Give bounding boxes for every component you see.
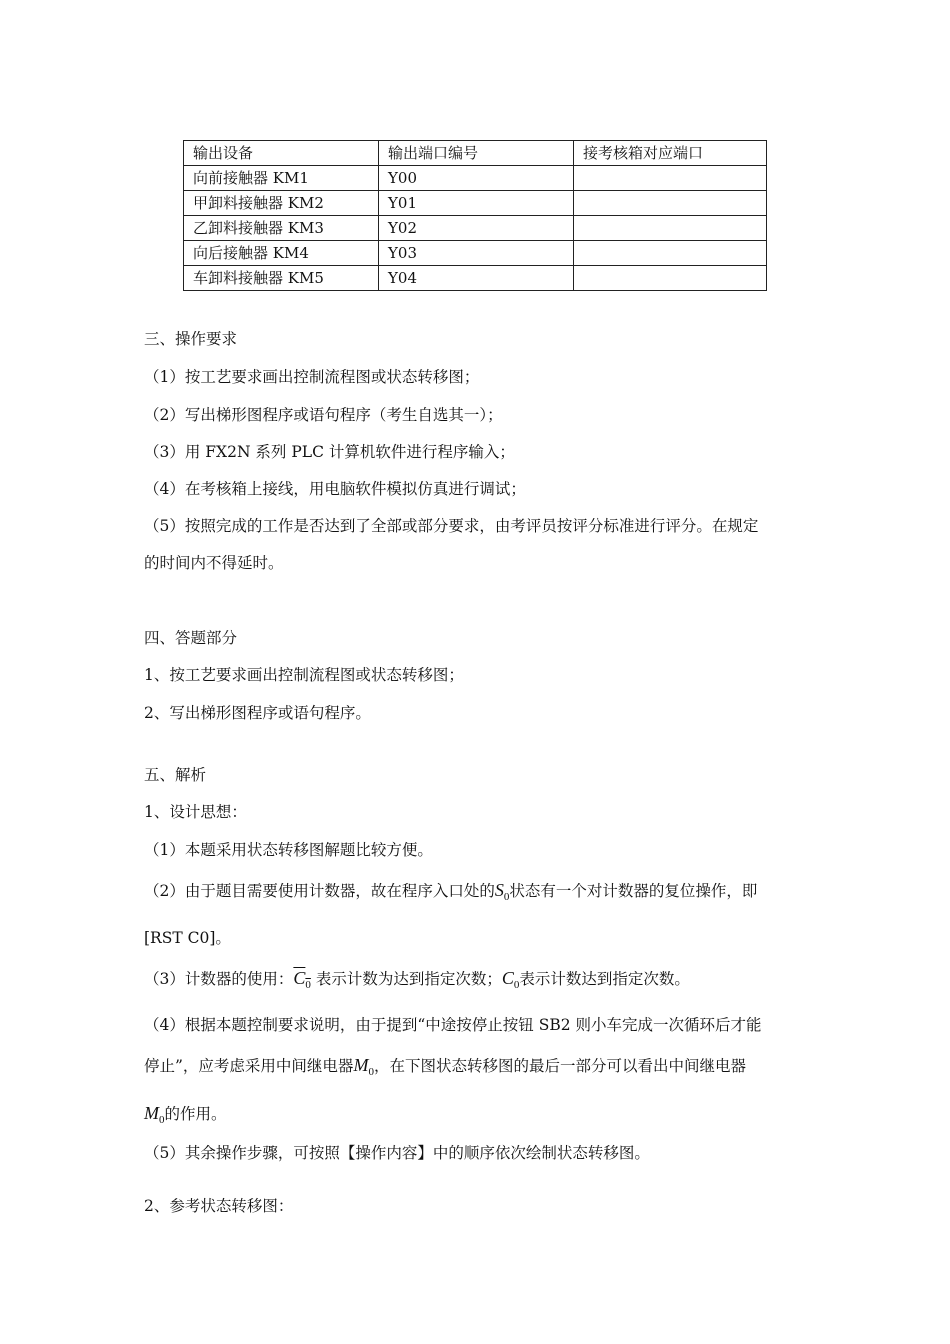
- requirement-item: （3）用 FX2N 系列 PLC 计算机软件进行程序输入；: [144, 443, 515, 461]
- analysis-text: 表示计数达到指定次数。: [519, 970, 690, 988]
- table-row: [184, 166, 767, 191]
- table-row: [184, 191, 767, 216]
- port-cell: Y01: [379, 191, 574, 216]
- requirement-item: （2）写出梯形图程序或语句程序（考生自选其一）；: [144, 406, 503, 424]
- analysis-item-continued: [RST C0]。: [144, 929, 231, 947]
- device-cell: 向前接触器 KM1: [184, 166, 379, 191]
- math-var: C: [501, 968, 514, 988]
- box-port-cell: [574, 191, 767, 216]
- port-cell: Y00: [379, 166, 574, 191]
- port-cell: Y03: [379, 241, 574, 266]
- device-cell: 甲卸料接触器 KM2: [184, 191, 379, 216]
- box-port-cell: [574, 166, 767, 191]
- section-heading: 四、答题部分: [144, 629, 238, 647]
- answer-item: 2、写出梯形图程序或语句程序。: [144, 704, 371, 722]
- math-subscript: 0: [305, 979, 311, 991]
- math-subscript: 0: [513, 979, 520, 991]
- box-port-cell: [574, 266, 767, 291]
- answer-item: 1、按工艺要求画出控制流程图或状态转移图；: [144, 666, 464, 684]
- analysis-item: （4）根据本题控制要求说明，由于提到“中途按停止按钮 SB2 则小车完成一次循环后才能: [144, 1016, 762, 1034]
- analysis-text: 表示计数为达到指定次数；: [315, 970, 502, 988]
- requirement-item: （5）按照完成的工作是否达到了全部或部分要求，由考评员按评分标准进行评分。在规定: [144, 517, 759, 535]
- math-var: M: [144, 1103, 159, 1123]
- relay-symbol: [353, 1055, 374, 1078]
- section-heading: 五、解析: [144, 766, 207, 784]
- header-cell: 接考核箱对应端口: [574, 141, 767, 166]
- requirement-item: （4）在考核箱上接线，用电脑软件模拟仿真进行调试；: [144, 480, 526, 498]
- requirement-item-continued: 的时间内不得延时。: [144, 554, 284, 572]
- math-subscript: 0: [503, 891, 510, 903]
- analysis-item-continued: [144, 1102, 814, 1131]
- state-symbol: [494, 880, 510, 903]
- analysis-text: （2）由于题目需要使用计数器，故在程序入口处的: [144, 882, 495, 900]
- port-cell: Y02: [379, 216, 574, 241]
- analysis-text: ，在下图状态转移图的最后一部分可以看出中间继电器: [373, 1057, 746, 1075]
- math-var: M: [353, 1055, 369, 1075]
- device-cell: 向后接触器 KM4: [184, 241, 379, 266]
- analysis-item: [144, 967, 814, 996]
- output-io-table: [183, 140, 767, 291]
- subsection-heading: 2、参考状态转移图：: [144, 1197, 294, 1215]
- device-cell: 车卸料接触器 KM5: [184, 266, 379, 291]
- header-cell: 输出设备: [184, 141, 379, 166]
- analysis-item: [144, 879, 814, 908]
- requirement-item: （1）按工艺要求画出控制流程图或状态转移图；: [144, 368, 480, 386]
- counter-reached-symbol: [501, 968, 520, 991]
- math-subscript: 0: [368, 1066, 374, 1078]
- subsection-heading: 1、设计思想：: [144, 803, 247, 821]
- header-cell: 输出端口编号: [379, 141, 574, 166]
- relay-symbol: [144, 1103, 165, 1126]
- table-row: [184, 241, 767, 266]
- table-header-row: [184, 141, 767, 166]
- port-cell: Y04: [379, 266, 574, 291]
- analysis-text: （3）计数器的使用：: [144, 970, 294, 988]
- math-var: S: [494, 880, 504, 900]
- analysis-text: 状态有一个对计数器的复位操作，即: [509, 882, 758, 900]
- table-row: [184, 216, 767, 241]
- math-subscript: 0: [159, 1114, 165, 1126]
- box-port-cell: [574, 241, 767, 266]
- section-heading: 三、操作要求: [144, 330, 238, 348]
- analysis-item: （1）本题采用状态转移图解题比较方便。: [144, 841, 433, 859]
- box-port-cell: [574, 216, 767, 241]
- analysis-item: （5）其余操作步骤，可按照【操作内容】中的顺序依次绘制状态转移图。: [144, 1144, 650, 1162]
- counter-not-reached-symbol: [293, 968, 311, 991]
- table-row: [184, 266, 767, 291]
- analysis-text: 的作用。: [164, 1105, 227, 1123]
- analysis-text: 停止”，应考虑采用中间继电器: [144, 1057, 354, 1075]
- math-var: C: [293, 968, 306, 988]
- device-cell: 乙卸料接触器 KM3: [184, 216, 379, 241]
- analysis-item-continued: [144, 1054, 814, 1083]
